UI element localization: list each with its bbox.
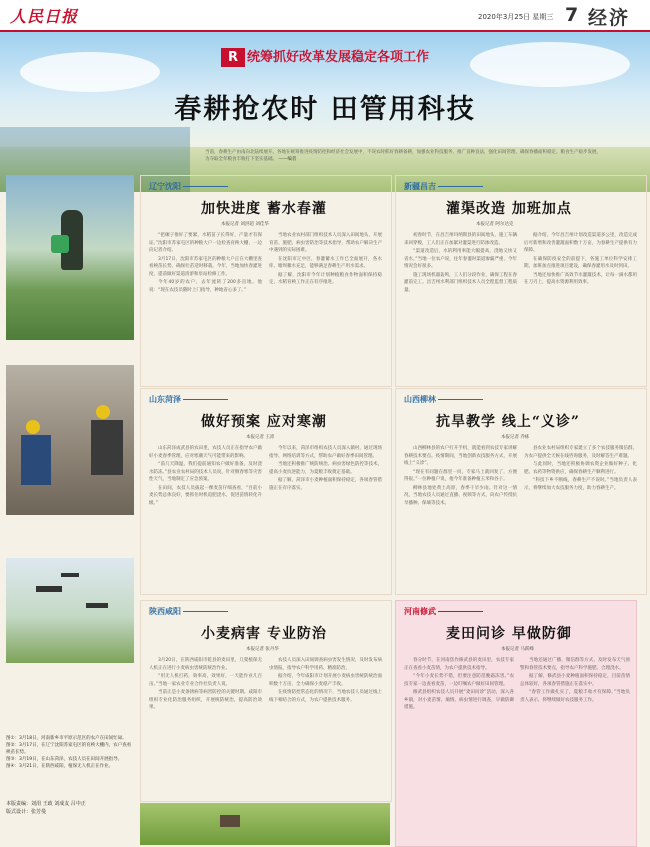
green-bucket — [51, 235, 69, 253]
article-body-right: 县农业农村局组织专家建立了多个农技服务微信群，为农户提供全天候在线咨询服务，及时解答生产难题。 与此同时，当地还积极协调农资企业做好种子、化肥、农药等物资供应，确保春耕生产顺利进行。 “科技下乡不断线，春耕生产不误时。”当地负责人表示，将继续加大农技服务力度，助力春耕生产。 — [524, 446, 637, 491]
article-byline: 本报记者 王沛 — [246, 435, 275, 440]
article-body-right: 今年以来，菏泽市组织农技人员深入镇村，通过现场指导、网络培训等方式，帮助农户做好春季田间管理。 当地还积极推广统防统治、病虫害绿色防控等技术，提高小麦抗逆能力，为夏粮丰收奠定基础。 据了解，菏泽市小麦种植面积保持稳定，各项春管措施正在有序落实。 — [269, 446, 382, 491]
editors-note — [205, 149, 605, 163]
article-byline: 本报记者 乔栋 — [501, 435, 530, 440]
caption-line: 图④：3月21日，在陕西咸阳，植保无人机正在作业。 — [6, 764, 114, 769]
article-byline: 本报记者 张丹华 — [246, 647, 279, 652]
editors-note-text: 当前，春耕生产由南向北陆续展开。各地在统筹推进疫情防控和经济社会发展中，不误农时抓好春耕备耕，加强农业科技服务，推广良种良法，强化田间管理，确保春播面积稳定、粮食生产稳步发展，为夺取全年粮食丰收打下坚实基础。 — [205, 150, 601, 162]
article-title: 小麦病害 专业防治 — [201, 626, 327, 642]
article-region: 山西柳林 — [404, 394, 483, 405]
article-region: 新疆昌吉 — [404, 181, 483, 192]
article-body-left: 春分时节，在河南焦作修武县的麦田里，农技专家正在查看小麦苗情，为农户提供技术指导。 “今年小麦长势不错，但要注意防范晚霜冻害。”农技专家一边查看麦苗，一边叮嘱农户做好田间管理。 修武县组织农技人员开展“麦田问诊”活动，深入各乡镇，对小麦苗情、墒情、病虫情进行调查，早做防御措施。 — [404, 658, 514, 710]
worker-figure — [21, 435, 51, 485]
article-body-left: 3月20日，在陕西咸阳市乾县的麦田里，几架植保无人机正在进行小麦病虫害统防统治作业。 “用无人机打药，效率高、效果好，一天能作业几百亩。”当地一家农业专业合作社负责人说。 当前正是小麦条锈病等病害防控的关键时期。咸阳市组织专业化防治服务组织，开展统防统治，提高防治效果。 — [149, 658, 262, 710]
designer-label: 版式设计 — [6, 809, 27, 815]
article-shanxi — [395, 388, 647, 595]
article-body-right: 当地农业农村部门组织技术人员深入田间地头，开展育苗、施肥、病虫害防治等技术指导，帮助农户解决生产中遇到的实际困难。 在沈阳市辽中区，春灌蓄水工作已全面展开，各水库、塘坝蓄水充足，能够满足春耕生产用水需求。 据了解，沈阳市今年计划种植粮食作物面积保持稳定，水稻育秧工作正在有序推进。 — [269, 233, 382, 285]
article-henan — [395, 600, 637, 847]
issue-date: 2020年3月25日 星期三 — [478, 13, 554, 21]
designer-name: 张芳曼 — [31, 809, 47, 815]
photo-wheat-field — [140, 803, 390, 845]
article-region: 河南修武 — [404, 606, 483, 617]
article-body-left: 山西柳林县的农户打开手机，就能看到农技专家讲解春耕技术要点。疫情期间，当地创新农技服务方式，开展线上“义诊”。 “现在有问题在群里一问，专家马上就回复了，方便得很。”一位种植户说，他今年准备种植玉米和谷子。 柳林县地处黄土高原，春季干旱少雨。针对这一情况，当地农技人员通过直播、视频等方式，向农户传授抗旱播种、保墒等技术。 — [404, 446, 517, 506]
article-title: 加快进度 蓄水春灌 — [201, 201, 327, 217]
masthead — [0, 0, 650, 32]
article-region: 山东菏泽 — [149, 394, 228, 405]
article-xinjiang — [395, 175, 647, 387]
series-kicker: 统筹抓好改革发展稳定各项工作 — [247, 50, 430, 65]
article-title: 做好预案 应对寒潮 — [201, 414, 327, 430]
caption-line: 图②：3月17日，在辽宁沈阳苏家屯区的育秧大棚内，农户查看秧苗长势。 — [6, 743, 132, 755]
article-body-left: “把碾子推好了要紧，水稻苗子长得好，产量才有保证。”沈阳市苏家屯区的种粮大户一边检查育秧大棚，一边向记者介绍。 3月17日，沈阳市苏家屯区的种粮大户正在大棚里查看秧苗长势，确保壮苗适时移栽。今年，当地加快春灌进度，提前做好渠道清淤和泵站检修工作。 今年40岁的农户，去年流转了200多亩地。他说：“现在农技员随时上门指导，种地省心多了。” — [149, 233, 262, 293]
photo-stone-workers — [6, 365, 134, 515]
series-banner — [0, 46, 650, 67]
newspaper-logo: 人民日报 — [10, 7, 79, 26]
page-headline: 春耕抢农时 田管用科技 — [174, 94, 476, 125]
article-region: 陕西咸阳 — [149, 606, 228, 617]
caption-line: 图①：3月18日，河南新乡市平原示范区的农户在田间忙碌。 — [6, 736, 127, 741]
article-title: 灌渠改造 加班加点 — [446, 201, 572, 217]
section-name: 经济 — [588, 7, 631, 29]
hero-banner — [0, 32, 650, 192]
article-byline: 本报记者 阿尔达克 — [476, 222, 514, 227]
article-body-right: 农技人员深入田间调查病虫害发生情况，及时发布病虫情报，指导农户科学用药、精准防治。 据介绍，今年咸阳市计划开展小麦病虫害统防统治面积数十万亩，全力确保小麦稳产丰收。 在疫情防控常态化的情况下，当地农技人员通过线上线下相结合的方式，为农户提供技术服务。 — [269, 658, 382, 703]
worker-figure — [91, 420, 123, 475]
editors-label: 本版责编 — [6, 801, 27, 807]
article-title: 麦田问诊 早做防御 — [446, 626, 572, 642]
drone-icon — [86, 603, 108, 608]
article-region: 辽宁沈阳 — [149, 181, 228, 192]
article-byline: 本报记者 马跃峰 — [501, 647, 534, 652]
page-number: 7 — [565, 4, 579, 26]
photo-captions — [6, 735, 134, 770]
article-byline: 本报记者 刘洪超 刘佳华 — [221, 222, 269, 227]
article-body-left: 初春时节，在昌吉州玛纳斯县的田间地头，施工车辆来回穿梭，工人们正在加紧对灌渠进行防渗改造。 “渠道改造后，水的利用率能大幅提高，浇地又快又省水。”当地一位农户说，往年春灌时渠道渗漏严重，今年情况会好很多。 施工现场机器轰鸣，工人们分段作业，确保工程在春灌前完工。昌吉州水利部门组织技术人员全程监督工程质量。 — [404, 233, 517, 293]
editors-names: 刘涓 王政 刘成友 吕中正 — [31, 801, 86, 807]
tractor-icon — [220, 815, 240, 827]
editors-signature: ——编者 — [278, 157, 297, 162]
article-body-left: 山东菏泽成武县的农田里，农技人员正在指导农户做好小麦春季管理，应对寒潮天气可能带来的影响。 “前几天降温，我们提前通知农户做好准备，及时浇水防冻。”县农业农村局的技术人员说，针对倒春寒等灾害性天气，当地制定了应急预案。 在田间，农技人员拔起一棵麦苗仔细查看，“目前小麦长势总体良好，要抓住时机追肥浇水，促进苗情转化升级。” — [149, 446, 262, 506]
drone-icon — [61, 573, 79, 577]
article-shandong — [140, 388, 392, 595]
article-body-right: 据介绍，今年昌吉州计划改造渠道多公里，改造完成后可新增和改善灌溉面积数十万亩，为春耕生产提供有力保障。 在确保防疫安全的前提下，各施工单位科学安排工期，加班加点推进项目建设，确保春灌用水及时到田。 当地还加快推广高效节水灌溉技术，让每一滴水都用在刀刃上，提高水资源利用效率。 — [524, 233, 637, 285]
caption-line: 图③：3月19日，在山东菏泽，农技人员在田间开展指导。 — [6, 757, 123, 762]
article-body-right: 当地还通过广播、微信群等方式，及时发布天气预警和春管技术要点，指导农户科学施肥、合理浇水。 据了解，修武县小麦种植面积保持稳定，目前苗情总体较好，各项春管措施正在落实中。 “春管工作做扎实了，夏粮丰收才有保障。”当地负责人表示，将继续做好农技服务工作。 — [520, 658, 630, 703]
series-badge: R — [221, 48, 245, 67]
photo-drone-field — [6, 558, 134, 663]
article-shaanxi — [140, 600, 392, 802]
editors-credit: 本版责编：刘涓 王政 刘成友 吕中正 版式设计：张芳曼 — [6, 801, 86, 815]
article-title: 抗旱教学 线上“义诊” — [436, 414, 580, 430]
hard-hat — [26, 420, 40, 434]
photo-greenhouse-farmer — [6, 175, 134, 340]
article-liaoning — [140, 175, 392, 387]
hard-hat — [96, 405, 110, 419]
drone-icon — [36, 586, 62, 592]
